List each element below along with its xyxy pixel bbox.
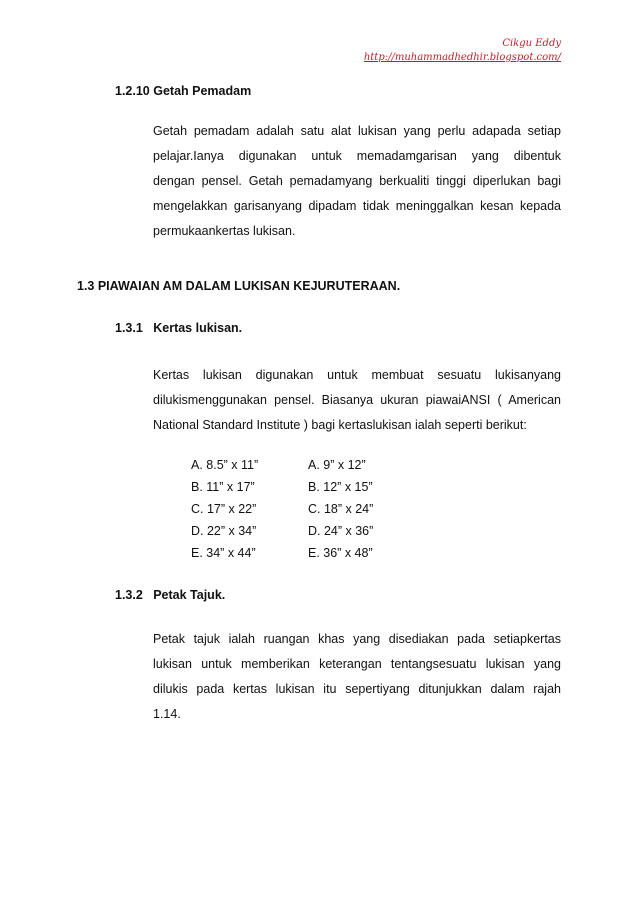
size-left: D. 22” x 34” — [191, 524, 257, 538]
heading-1-3-2: 1.3.2 Petak Tajuk. — [115, 588, 226, 602]
size-left: E. 34” x 44” — [191, 546, 256, 560]
text-line: pelajar.Ianya digunakan untuk memadamgarisan yang dibentuk — [153, 149, 561, 163]
size-left: C. 17” x 22” — [191, 502, 257, 516]
text-line: Kertas lukisan digunakan untuk membuat sesuatu lukisanyang — [153, 368, 561, 382]
text-line: dilukismenggunakan pensel. Biasanya ukuran piawaiANSI ( American — [153, 393, 561, 407]
blog-link[interactable]: http://muhammadhedhir.blogspot.com/ — [363, 52, 561, 63]
size-right: C. 18” x 24” — [308, 502, 374, 516]
size-right: E. 36” x 48” — [308, 546, 373, 560]
text-line: permukaankertas lukisan. — [153, 224, 296, 238]
list-item — [191, 454, 373, 476]
page-header — [364, 37, 561, 65]
size-right: A. 9” x 12” — [308, 458, 366, 472]
text-line: 1.14. — [153, 707, 181, 721]
text-line: mengelakkan garisanyang dipadam tidak meninggalkan kesan kepada — [153, 199, 561, 213]
size-right: D. 24” x 36” — [308, 524, 374, 538]
paragraph-kertas-lukisan — [153, 363, 561, 438]
paragraph-getah-pemadam — [153, 119, 561, 244]
text-line: lukisan untuk memberikan keterangan tentangsesuatu lukisan yang — [153, 657, 561, 671]
author-name: Cikgu Eddy — [502, 38, 561, 49]
size-left: A. 8.5” x 11” — [191, 458, 259, 472]
text-line: Getah pemadam adalah satu alat lukisan yang perlu adapada setiap — [153, 124, 561, 138]
size-right: B. 12” x 15” — [308, 480, 373, 494]
heading-1-3-1: 1.3.1 Kertas lukisan. — [115, 321, 243, 335]
list-item — [191, 520, 373, 542]
text-line: Petak tajuk ialah ruangan khas yang disediakan pada setiapkertas — [153, 632, 561, 646]
text-line: National Standard Institute ) bagi kertaslukisan ialah seperti berikut: — [153, 418, 527, 432]
heading-1-2-10: 1.2.10 Getah Pemadam — [115, 84, 252, 98]
size-left: B. 11” x 17” — [191, 480, 255, 494]
list-item — [191, 542, 373, 564]
paper-size-list — [191, 454, 373, 564]
list-item — [191, 476, 373, 498]
text-line: dengan pensel. Getah pemadamyang berkualiti tinggi diperlukan bagi — [153, 174, 561, 188]
paragraph-petak-tajuk — [153, 627, 561, 727]
text-line: dilukis pada kertas lukisan itu sepertiyang ditunjukkan dalam rajah — [153, 682, 561, 696]
heading-1-3: 1.3 PIAWAIAN AM DALAM LUKISAN KEJURUTERAAN. — [77, 279, 401, 293]
list-item — [191, 498, 373, 520]
